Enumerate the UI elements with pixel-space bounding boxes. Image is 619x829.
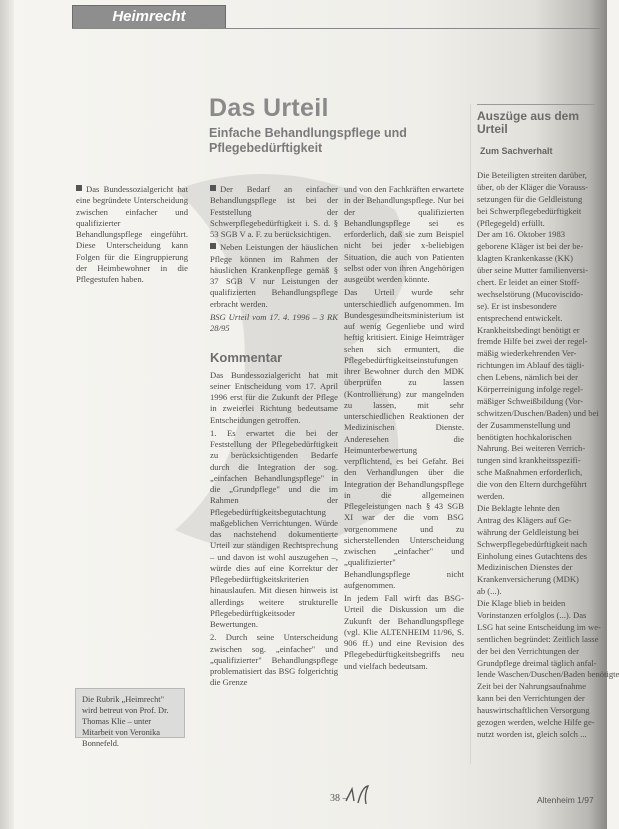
sidebar-line: Krankenversicherung (MDK) <box>477 574 579 585</box>
column-2 <box>210 184 338 691</box>
sidebar-line: Zeit bei der Nahrungsaufnahme <box>477 681 587 692</box>
article-subtitle: Einfache Behandlungspflege und Pflegebedürftigkeit <box>209 126 407 155</box>
sidebar-line: LSG hat seine Entscheidung im we- <box>477 621 601 632</box>
sidebar-line: nutzt worden ist, gleich solch ... <box>477 728 587 739</box>
sidebar-line: (Pflegegeld) erfüllt. <box>477 217 545 228</box>
sidebar-line: Medizinischen Dienstes der <box>477 562 573 573</box>
column-3-paragraph-2: Das Urteil wurde sehr unterschiedlich aufgenommen. Im Bundesgesundheitsministerium ist auf wenig Gegenliebe und wird heftig kritisiert. Einige Heimträger sehen sich ermuntert, die Pflegebedürftigkeitseinstufungen ihrer Bewohner durch den MDK überprüfen zu lassen (Kontrollierung) zur mangelnden zu lassen, mit sehr unterschiedlichen Reaktionen der Medizinischen Dienste. Anderesehen die Heimunterbewertung verpflichtend, es bei Gefahr. Bei den Verhandlungen über die Integration der Behandlungspflege in die allgemeinen Pflegeleistungen nach § 43 SGB XI war der die vom BSG vorgenommene und zu sicherstellenden Unterscheidung zwischen „einfacher" und „qualifizierter" Behandlungspflege nicht aufgenommen. <box>344 287 464 590</box>
square-bullet-icon <box>210 185 216 191</box>
handwritten-mark <box>342 783 374 807</box>
sidebar-line: gezogen werden, welche Hilfe ge- <box>477 716 595 727</box>
sidebar-line: die von den Eltern durchgeführt <box>477 479 587 490</box>
sidebar-line: werden. <box>477 491 505 502</box>
square-bullet-icon <box>76 185 82 191</box>
sidebar-line: fremde Hilfe bei zwei der regel- <box>477 336 588 347</box>
sidebar-line: Körperreinigung infolge regel- <box>477 384 583 395</box>
header-rule <box>72 28 600 29</box>
sidebar-subheading: Zum Sachverhalt <box>480 146 553 156</box>
sidebar-line: der Zusammenstellung und <box>477 419 571 430</box>
rubric-info-box: Die Rubrik „Heimrecht" wird betreut von Prof. Dr. Thomas Klie – unter Mitarbeit von Veronika Bonnefeld. <box>75 688 185 738</box>
sidebar-line: tungen sind krankheitsspezifi- <box>477 455 581 466</box>
rubric-text: Heimrecht <box>112 8 186 25</box>
square-bullet-icon <box>210 243 216 249</box>
case-citation: BSG Urteil vom 17. 4. 1996 – 3 RK 28/95 <box>210 311 338 333</box>
page-binding-shadow <box>0 0 14 829</box>
column-3-paragraph-3: In jedem Fall wirft das BSG-Urteil die Diskussion um die Zukunft der Behandlungspflege (vgl. Klie ALTENHEIM 11/96, S. 906 ff.) und eine Revision des Pflegebedürftigkeitsbegriffs neu und vielfach bedeutsam. <box>344 593 464 671</box>
sidebar-line: geborene Kläger ist bei der be- <box>477 241 584 252</box>
page-number: 38 – <box>330 793 348 804</box>
sidebar-line: Der am 16. Oktober 1983 <box>477 229 566 240</box>
sidebar-line: währung der Geldleistung bei <box>477 526 579 537</box>
sidebar-line: setzungen für die Geldleistung <box>477 193 583 204</box>
sidebar-line: Nahrung. Bei weiteren Verrich- <box>477 443 586 454</box>
sidebar-line: Die Klage blieb in beiden <box>477 598 566 609</box>
headnote-1-text: Der Bedarf an einfacher Behandlungspflege ist bei der Feststellung der Schwerpflegebedürftigkeit i. S. d. § 53 SGB V a. F. zu berücksichtigen. <box>210 184 338 239</box>
sidebar-line: Schwerpflegebedürftigkeit nach <box>477 538 588 549</box>
kommentar-point-2: 2. Durch seine Unterscheidung zwischen sog. „einfacher" und „qualifizierter" Behandlungspflege problematisiert das BSG folgerichtig die Grenze <box>210 632 338 688</box>
sidebar-line: lende Waschen/Duschen/Baden benötigte <box>477 669 619 680</box>
sidebar-line: se). Er ist insbesondere <box>477 300 557 311</box>
sidebar-text-column <box>477 170 619 741</box>
sidebar-line: Krankheitsbedingt benötigt er <box>477 324 580 335</box>
article-title: Das Urteil <box>209 94 329 122</box>
sidebar-line: der bei den Verrichtungen der <box>477 645 579 656</box>
sidebar-line: über, ob der Kläger die Vorauss- <box>477 181 589 192</box>
rubric-label <box>72 5 226 29</box>
lead-text: Das Bundessozialgericht hat eine begründete Unterscheidung zwischen einfacher und qualifizierter Behandlungspflege eingeführt. Diese Unterscheidung kann Folgen für die Eingruppierung der Heimbewohner in die Pflegestufen haben. <box>76 184 188 284</box>
sidebar-line: Einholung eines Gutachtens des <box>477 550 588 561</box>
kommentar-intro: Das Bundessozialgericht hat mit seiner Entscheidung vom 17. April 1996 erst für die Zukunft der Pflege in zweierlei Richtung bedeutsame Entscheidungen getroffen. <box>210 369 338 425</box>
sidebar-line: klagten Krankenkasse (KK) <box>477 253 573 264</box>
sidebar-line: Die Beklagte lehnte den <box>477 502 560 513</box>
sidebar-line: über seine Mutter familienversi- <box>477 265 588 276</box>
headnote-1 <box>210 184 338 240</box>
kommentar-heading: Kommentar <box>210 350 283 366</box>
sidebar-line: ab (...). <box>477 586 502 597</box>
sidebar-line: richtungen im Ablauf des tägli- <box>477 360 585 371</box>
sidebar-line: mäßiger Schweißbildung (Vor- <box>477 395 584 406</box>
sidebar-heading: Auszüge aus dem Urteil <box>477 109 580 136</box>
sidebar-line: Antrag des Klägers auf Ge- <box>477 514 572 525</box>
sidebar-divider <box>470 104 471 764</box>
headnote-2 <box>210 242 338 310</box>
sidebar-line: entsprechend entwickelt. <box>477 312 563 323</box>
sidebar-line: Die Beteiligten streiten darüber, <box>477 170 587 180</box>
sidebar-line: kann bei den Verrichtungen der <box>477 693 585 704</box>
sidebar-line: bei Schwerpflegebedürftigkeit <box>477 205 582 216</box>
sidebar-line: chen Lebens, nämlich bei der <box>477 372 578 383</box>
sidebar-line: wechselstörung (Mucoviscido- <box>477 288 584 299</box>
sidebar-line: benötigten hochkalorischen <box>477 431 572 442</box>
kommentar-point-1: 1. Es erwartet die bei der Feststellung der Pflegebedürftigkeit zu berücksichtigenden Bedarfe durch die Integration der sog. „einfachen Behandlungspflege" in die „Grundpflege" und die im Rahmen der Pflegebedürftigkeitsbegutachtung maßgeblichen Verrichtungen. Würde das nachstehend dokumentierte Urteil zur ständigen Rechtsprechung – und davon ist wohl auszugehen –, würde dies auf eine Korrektur der Pflegebedürftigkeitskriterien hinauslaufen. Mit diesen hinweis ist allerdings weitere strukturelle Pflegebedürftigkeitsoder Bewertungen. <box>210 427 338 629</box>
column-3 <box>344 184 464 674</box>
sidebar-line: chert. Er leidet an einer Stoff- <box>477 277 580 288</box>
sidebar-line: sche Maßnahmen erforderlich, <box>477 467 583 478</box>
sidebar-line: sentlichen begründet: Zeitlich lasse <box>477 633 599 644</box>
column-3-paragraph-1: und von den Fachkräften erwartete in der Behandlungspflege. Nur bei der qualifizierten Behandlungspflege sei es erforderlich, daß sie zum Beispiel nicht bei jeder x-beliebigen Situation, die auch von Patienten selbst oder von ihren Angehörigen ausgeübt werden könnte. <box>344 184 464 284</box>
lead-column <box>76 184 188 287</box>
sidebar-line: mäßig wiederkehrenden Ver- <box>477 348 577 359</box>
headnote-2-text: Neben Leistungen der häuslichen Pflege können im Rahmen der häuslichen Krankenpflege gemäß § 37 SGB V nur Leistungen der qualifizierten Behandlungspflege erbracht werden. <box>210 242 338 309</box>
sidebar-line: Vorinstanzen erfolglos (...). Das <box>477 609 587 620</box>
lead-paragraph <box>76 184 188 285</box>
sidebar-line: schwitzen/Duschen/Baden) und bei <box>477 407 599 418</box>
sidebar-heading-box <box>477 104 595 141</box>
footer-publication: Altenheim 1/97 <box>537 795 594 805</box>
sidebar-line: hauswirtschaftlichen Versorgung <box>477 705 590 716</box>
sidebar-line: Grundpflege dreimal täglich anfal- <box>477 657 597 668</box>
